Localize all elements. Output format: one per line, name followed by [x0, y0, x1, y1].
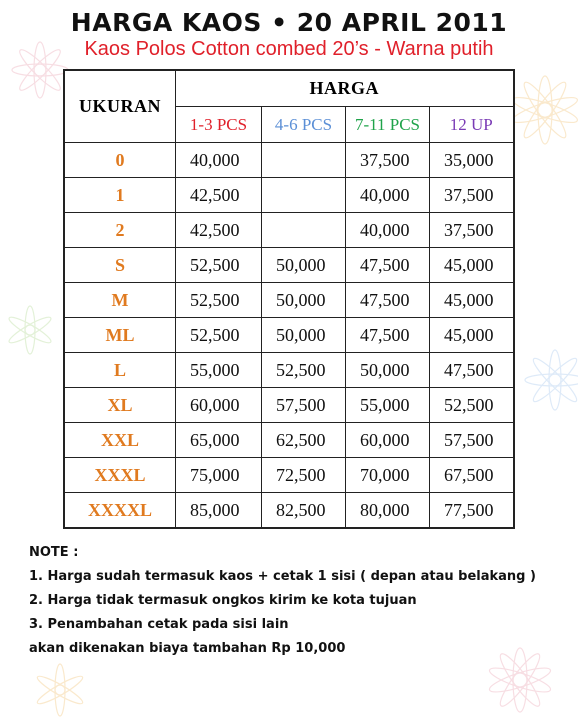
table-row — [64, 213, 514, 248]
price-cell: 52,500 — [176, 283, 262, 318]
price-cell: 45,000 — [430, 318, 514, 353]
price-cell: 82,500 — [262, 493, 346, 529]
price-cell: 72,500 — [262, 458, 346, 493]
price-cell: 57,500 — [430, 423, 514, 458]
price-cell: 65,000 — [176, 423, 262, 458]
price-cell: 45,000 — [430, 283, 514, 318]
price-cell: 35,000 — [430, 143, 514, 178]
size-cell: M — [64, 283, 176, 318]
range-header-4-6: 4-6 PCS — [262, 107, 346, 143]
price-cell: 60,000 — [176, 388, 262, 423]
table-row — [64, 283, 514, 318]
size-cell: XXXXL — [64, 493, 176, 529]
note-line: 2. Harga tidak termasuk ongkos kirim ke kota tujuan — [29, 593, 417, 608]
price-cell: 52,500 — [262, 353, 346, 388]
price-cell: 50,000 — [262, 318, 346, 353]
size-cell: 0 — [64, 143, 176, 178]
price-cell — [262, 143, 346, 178]
note-line: 3. Penambahan cetak pada sisi lain — [29, 617, 289, 632]
price-cell — [262, 213, 346, 248]
price-cell: 50,000 — [346, 353, 430, 388]
size-cell: XL — [64, 388, 176, 423]
price-cell: 52,500 — [176, 318, 262, 353]
size-cell: L — [64, 353, 176, 388]
price-cell: 40,000 — [176, 143, 262, 178]
size-cell: ML — [64, 318, 176, 353]
size-cell: 1 — [64, 178, 176, 213]
price-cell: 80,000 — [346, 493, 430, 529]
price-column-header: HARGA — [176, 70, 514, 107]
table-row — [64, 178, 514, 213]
price-table — [63, 69, 515, 529]
price-cell: 42,500 — [176, 178, 262, 213]
price-cell: 45,000 — [430, 248, 514, 283]
price-cell: 47,500 — [430, 353, 514, 388]
note-line: 1. Harga sudah termasuk kaos + cetak 1 sisi ( depan atau belakang ) — [29, 569, 536, 584]
range-header-7-11: 7-11 PCS — [346, 107, 430, 143]
price-cell: 67,500 — [430, 458, 514, 493]
notes-section — [29, 541, 536, 661]
price-cell — [262, 178, 346, 213]
price-cell: 37,500 — [346, 143, 430, 178]
price-cell: 50,000 — [262, 283, 346, 318]
range-header-12-up: 12 UP — [430, 107, 514, 143]
price-cell: 47,500 — [346, 283, 430, 318]
price-cell: 70,000 — [346, 458, 430, 493]
price-cell: 37,500 — [430, 178, 514, 213]
notes-heading: NOTE : — [29, 545, 79, 560]
size-cell: S — [64, 248, 176, 283]
price-cell: 52,500 — [176, 248, 262, 283]
table-row — [64, 248, 514, 283]
page-subtitle: Kaos Polos Cotton combed 20’s - Warna putih — [84, 38, 494, 60]
range-header-1-3: 1-3 PCS — [176, 107, 262, 143]
table-row — [64, 458, 514, 493]
table-row — [64, 318, 514, 353]
price-cell: 77,500 — [430, 493, 514, 529]
size-cell: XXL — [64, 423, 176, 458]
price-cell: 40,000 — [346, 178, 430, 213]
page-title: HARGA KAOS • 20 APRIL 2011 — [70, 8, 508, 37]
table-row — [64, 423, 514, 458]
table-row — [64, 388, 514, 423]
price-cell: 47,500 — [346, 248, 430, 283]
price-cell: 37,500 — [430, 213, 514, 248]
size-column-header: UKURAN — [64, 70, 176, 143]
price-cell: 60,000 — [346, 423, 430, 458]
price-cell: 55,000 — [346, 388, 430, 423]
price-cell: 50,000 — [262, 248, 346, 283]
price-cell: 42,500 — [176, 213, 262, 248]
price-cell: 57,500 — [262, 388, 346, 423]
note-line: akan dikenakan biaya tambahan Rp 10,000 — [29, 641, 346, 656]
size-cell: 2 — [64, 213, 176, 248]
price-cell: 75,000 — [176, 458, 262, 493]
price-cell: 55,000 — [176, 353, 262, 388]
price-cell: 62,500 — [262, 423, 346, 458]
table-row — [64, 353, 514, 388]
price-cell: 47,500 — [346, 318, 430, 353]
table-row — [64, 493, 514, 529]
table-row — [64, 143, 514, 178]
price-cell: 52,500 — [430, 388, 514, 423]
price-cell: 40,000 — [346, 213, 430, 248]
price-cell: 85,000 — [176, 493, 262, 529]
size-cell: XXXL — [64, 458, 176, 493]
